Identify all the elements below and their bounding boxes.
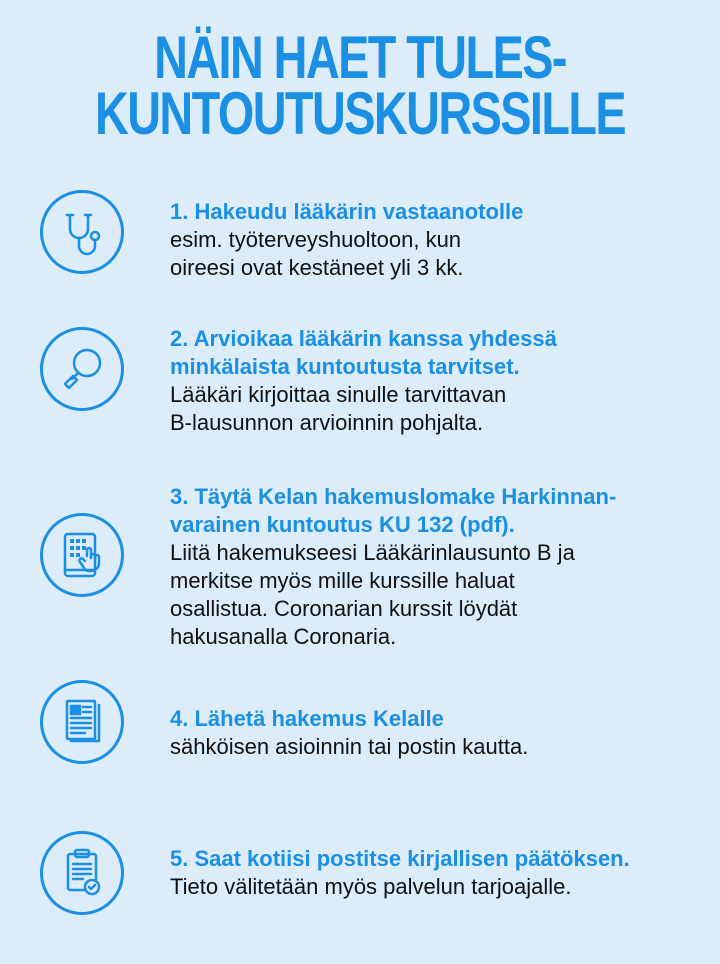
step-body-line: esim. työterveyshuoltoon, kun bbox=[170, 227, 462, 252]
step-body-line: Lääkäri kirjoittaa sinulle tarvittavan bbox=[170, 382, 507, 407]
step-body-line: osallistua. Coronarian kurssit löydät bbox=[170, 596, 518, 621]
step-5-text bbox=[170, 845, 710, 901]
step-body-line: Liitä hakemukseesi Lääkärinlausunto B ja bbox=[170, 540, 575, 565]
magnifier-icon bbox=[40, 327, 124, 411]
step-2-text bbox=[170, 325, 710, 437]
step-body-line: Tieto välitetään myös palvelun tarjoajalle. bbox=[170, 874, 572, 899]
step-heading: 1. Hakeudu lääkärin vastaanotolle bbox=[170, 199, 524, 224]
step-body-line: oireesi ovat kestäneet yli 3 kk. bbox=[170, 255, 464, 280]
step-heading: varainen kuntoutus KU 132 (pdf). bbox=[170, 512, 515, 537]
step-heading: 2. Arvioikaa lääkärin kanssa yhdessä bbox=[170, 326, 557, 351]
title-line-2: KUNTOUTUSKURSSILLE bbox=[94, 80, 626, 147]
step-4-text bbox=[170, 705, 710, 761]
document-icon bbox=[40, 680, 124, 764]
step-body-line: merkitse myös mille kurssille haluat bbox=[170, 568, 515, 593]
title-line-1: NÄIN HAET TULES- bbox=[154, 24, 566, 91]
clipboard-check-icon bbox=[40, 831, 124, 915]
stethoscope-icon bbox=[40, 190, 124, 274]
tablet-touch-icon bbox=[40, 513, 124, 597]
step-heading: 4. Lähetä hakemus Kelalle bbox=[170, 706, 444, 731]
step-body-line: B-lausunnon arvioinnin pohjalta. bbox=[170, 410, 484, 435]
step-body-line: sähköisen asioinnin tai postin kautta. bbox=[170, 734, 529, 759]
step-heading: 5. Saat kotiisi postitse kirjallisen päätöksen. bbox=[170, 846, 630, 871]
step-body-line: hakusanalla Coronaria. bbox=[170, 624, 397, 649]
step-heading: minkälaista kuntoutusta tarvitset. bbox=[170, 354, 520, 379]
step-heading: 3. Täytä Kelan hakemuslomake Harkinnan- bbox=[170, 484, 617, 509]
page-title bbox=[79, 24, 641, 147]
step-3-text bbox=[170, 483, 710, 651]
step-1-text bbox=[170, 198, 710, 282]
